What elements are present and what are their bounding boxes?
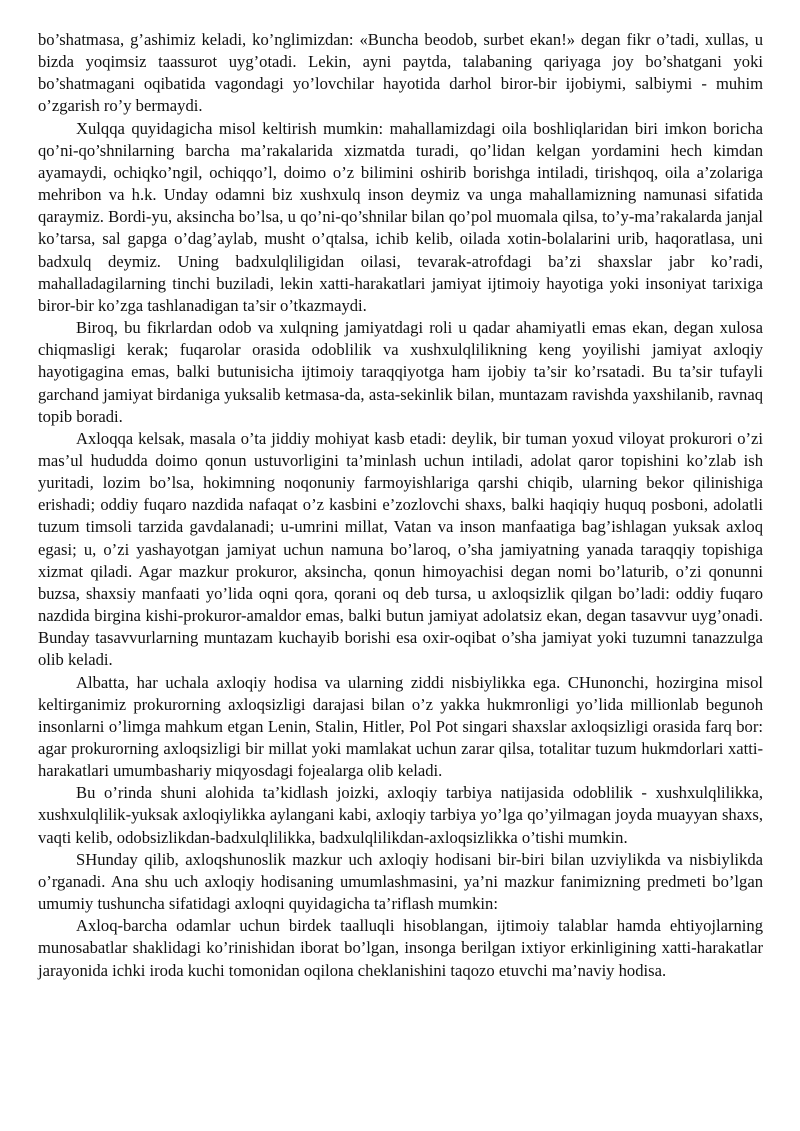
paragraph-moral-education: Bu o’rinda shuni alohida ta’kidlash joizki, axloqiy tarbiya natijasida odoblilik - xushxulqlilikka, xushxulqlilik-yuksak axloqiylikka aylangani kabi, axloqiy tarbiya yo’lga qo’yilmagan joyda muayyan shaxs, vaqti kelib, odobsizlikdan-badxulqlilikka, badxulqlilikdan-axloqsizlikka o’tishi mumkin. bbox=[38, 783, 763, 847]
paragraph-behavior-example: Xulqqa quyidagicha misol keltirish mumkin: mahallamizdagi oila boshliqlaridan biri imkon boricha qo’ni-qo’shnilarning barcha ma’rakalarida xizmatda turadi, qo’lidan kelgan yordamini hech kimdan ayamaydi, ochiqko’ngil, ochiqqo’l, doimo o’z bilimini oshirib borishga intiladi, tirishqoq, oila a’zolariga mehribon va h.k. Unday odamni biz xushxulq inson deymiz va unga mahallamizning namunasi sifatida qaraymiz. Bordi-yu, aksincha bo’lsa, u qo’ni-qo’shnilar bilan qo’pol muomala qilsa, to’y-ma’rakalarda janjal ko’tarsa, sal gapga o’dag’aylab, musht o’qtalsa, ichib kelib, oilada xotin-bolalarini urib, haqoratlasa, uni badxulq deymiz. Uning badxulqliligidan oilasi, tevarak-atrofdagi ba’zi shaxslar jabr ko’radi, mahalladagilarning tinchi buziladi, lekin xatti-harakatlari jamiyat ijtimoiy hayotiga yoki insoniyat tarixiga biror-bir ko’zga tashlanadigan ta’sir o’tkazmaydi. bbox=[38, 118, 763, 315]
paragraph-relativity: Albatta, har uchala axloqiy hodisa va ularning ziddi nisbiylikka ega. CHunonchi, hozirgina misol keltirganimiz prokurorning axloqsizligi darajasi bilan o’z yakka hukmronligi yo’lida millionlab begunoh insonlarni o’limga mahkum etgan Lenin, Stalin, Hitler, Pol Pot singari shaxslar axloqsizligi orasida farq bor: agar prokurorning axloqsizligi bir millat yoki mamlakat uchun zarar qilsa, totalitar tuzum hukmdorlari xatti-harakatlari umumbashariy miqyosdagi fojealarga olib keladi. bbox=[38, 672, 763, 781]
paragraph-definition: Axloq-barcha odamlar uchun birdek taalluqli hisoblangan, ijtimoiy talablar hamda ehtiyojlarning munosabatlar shaklidagi ko’rinishidan iborat bo’lgan, insonga berilgan ixtiyor erkinligining xatti-harakatlar jarayonida ichki iroda kuchi tomonidan oqilona cheklanishini taqozo etuvchi ma’naviy hodisa. bbox=[38, 916, 763, 980]
paragraph-ethics-subject: SHunday qilib, axloqshunoslik mazkur uch axloqiy hodisani bir-biri bilan uzviylikda va nisbiylikda o’rganadi. Ana shu uch axloqiy hodisaning umumlashmasini, ya’ni mazkur fanimizning predmeti bo’lgan umumiy tushuncha sifatidagi axloqni quyidagicha ta’riflash mumkin: bbox=[38, 849, 763, 914]
paragraph-continuation: bo’shatmasa, g’ashimiz keladi, ko’nglimizdan: «Buncha beodob, surbet ekan!» degan fikr o’tadi, xullas, u bizda yoqimsiz taassurot uyg’otadi. Lekin, ayni paytda, talabaning qariyaga joy bo’shatgani yoki bo’shatmagani oqibatida vagondagi yo’lovchilar hayotida darhol biror-bir ijobiymi, salbiymi - muhim o’zgarish ro’y bermaydi. bbox=[38, 30, 763, 116]
paragraph-morality-example: Axloqqa kelsak, masala o’ta jiddiy mohiyat kasb etadi: deylik, bir tuman yoxud viloyat prokurori o’zi mas’ul hududda doimo qonun ustuvorligini ta’minlash uchun intiladi, adolat qaror topishini ko’zlab ish yuritadi, lozim bo’lsa, hokimning noqonuniy farmoyishlariga qarshi chiqib, ularning bekor qilinishiga erishadi; oddiy fuqaro nazdida nafaqat o’z kasbini e’zozlovchi shaxs, balki haqiqiy huquq posboni, adolatli tuzum timsoli tarzida gavdalanadi; u-umrini millat, Vatan va inson manfaatiga bag’ishlagan yuksak axloq egasi; u, o’zi yashayotgan jamiyat uchun namuna bo’laroq, o’sha jamiyatning yanada taraqqiy topishiga xizmat qiladi. Agar mazkur prokuror, aksincha, qonun himoyachisi degan nomi bo’laturib, o’zi qonunni buzsa, shaxsiy manfaati yo’lida oqni qora, qorani oq deb tursa, u axloqsizlik qilgan bo’ladi: oddiy fuqaro nazdida birgina kishi-prokuror-amaldor emas, balki butun jamiyat adolatsiz ekan, degan tasavvur uyg’onadi. Bunday tasavvurlarning muntazam kuchayib borishi esa oxir-oqibat o’sha jamiyat yoki tuzumni tanazzulga olib keladi. bbox=[38, 428, 763, 670]
paragraph-manners-role: Biroq, bu fikrlardan odob va xulqning jamiyatdagi roli u qadar ahamiyatli emas ekan, degan xulosa chiqmasligi kerak; fuqarolar orasida odoblilik va xushxulqlilikning keng yoyilishi jamiyat axloqiy hayotigagina emas, balki butunisicha ijtimoiy taraqqiyotga ham ijobiy ta’sir ko’rsatadi. Bu ta’sir tufayli garchand jamiyat birdaniga yuksalib ketmasa-da, asta-sekinlik bilan, muntazam ravishda yaxshilanib, ravnaq topib boradi. bbox=[38, 318, 763, 426]
